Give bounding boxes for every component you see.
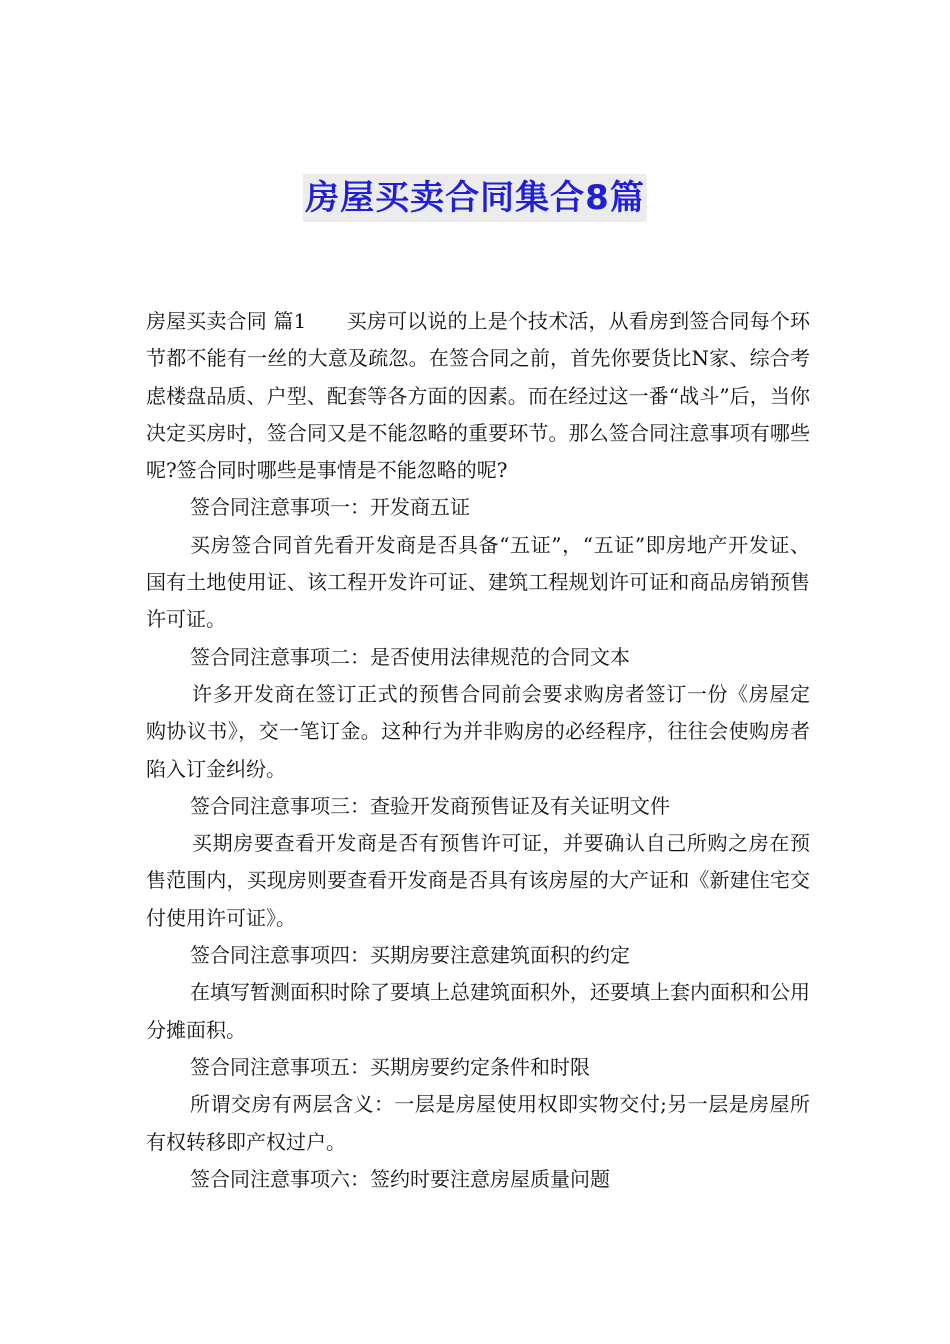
paragraph-2: 许多开发商在签订正式的预售合同前会要求购房者签订一份《房屋定购协议书》，交一笔订金。这种行为并非购房的必经程序，往往会使购房者陷入订金纠纷。 bbox=[146, 681, 810, 781]
paragraph-5: 所谓交房有两层含义：一层是房屋使用权即实物交付;另一层是房屋所有权转移即产权过户。 bbox=[146, 1092, 810, 1154]
section-heading-3: 签合同注意事项三：查验开发商预售证及有关证明文件 bbox=[190, 793, 670, 818]
paragraph-intro: 房屋买卖合同 篇1 买房可以说的上是个技术活，从看房到签合同每个环节都不能有一丝的大意及疏忽。在签合同之前，首先你要货比N家、综合考虑楼盘品质、户型、配套等各方面的因素。而在经过这一番“战斗”后，当你决定买房时，签合同又是不能忽略的重要环节。那么签合同注意事项有哪些呢?签合同时哪些是事情是不能忽略的呢? bbox=[146, 309, 810, 483]
section-heading-2: 签合同注意事项二：是否使用法律规范的合同文本 bbox=[190, 644, 630, 669]
section-heading-5: 签合同注意事项五：买期房要约定条件和时限 bbox=[190, 1054, 590, 1079]
section-heading-4: 签合同注意事项四：买期房要注意建筑面积的约定 bbox=[190, 943, 630, 968]
document-body bbox=[146, 303, 810, 1198]
section-heading-1: 签合同注意事项一：开发商五证 bbox=[190, 495, 470, 520]
document-title: 房屋买卖合同集合8篇 bbox=[303, 174, 647, 222]
section-heading-6: 签合同注意事项六：签约时要注意房屋质量问题 bbox=[190, 1166, 610, 1191]
paragraph-3: 买期房要查看开发商是否有预售许可证，并要确认自己所购之房在预售范围内，买现房则要查看开发商是否具有该房屋的大产证和《新建住宅交付使用许可证》。 bbox=[146, 831, 810, 930]
paragraph-1: 买房签合同首先看开发商是否具备“五证”，“五证”即房地产开发证、国有土地使用证、该工程开发许可证、建筑工程规划许可证和商品房销预售许可证。 bbox=[146, 532, 810, 632]
paragraph-4: 在填写暂测面积时除了要填上总建筑面积外，还要填上套内面积和公用分摊面积。 bbox=[146, 980, 810, 1042]
title-container bbox=[0, 174, 950, 222]
